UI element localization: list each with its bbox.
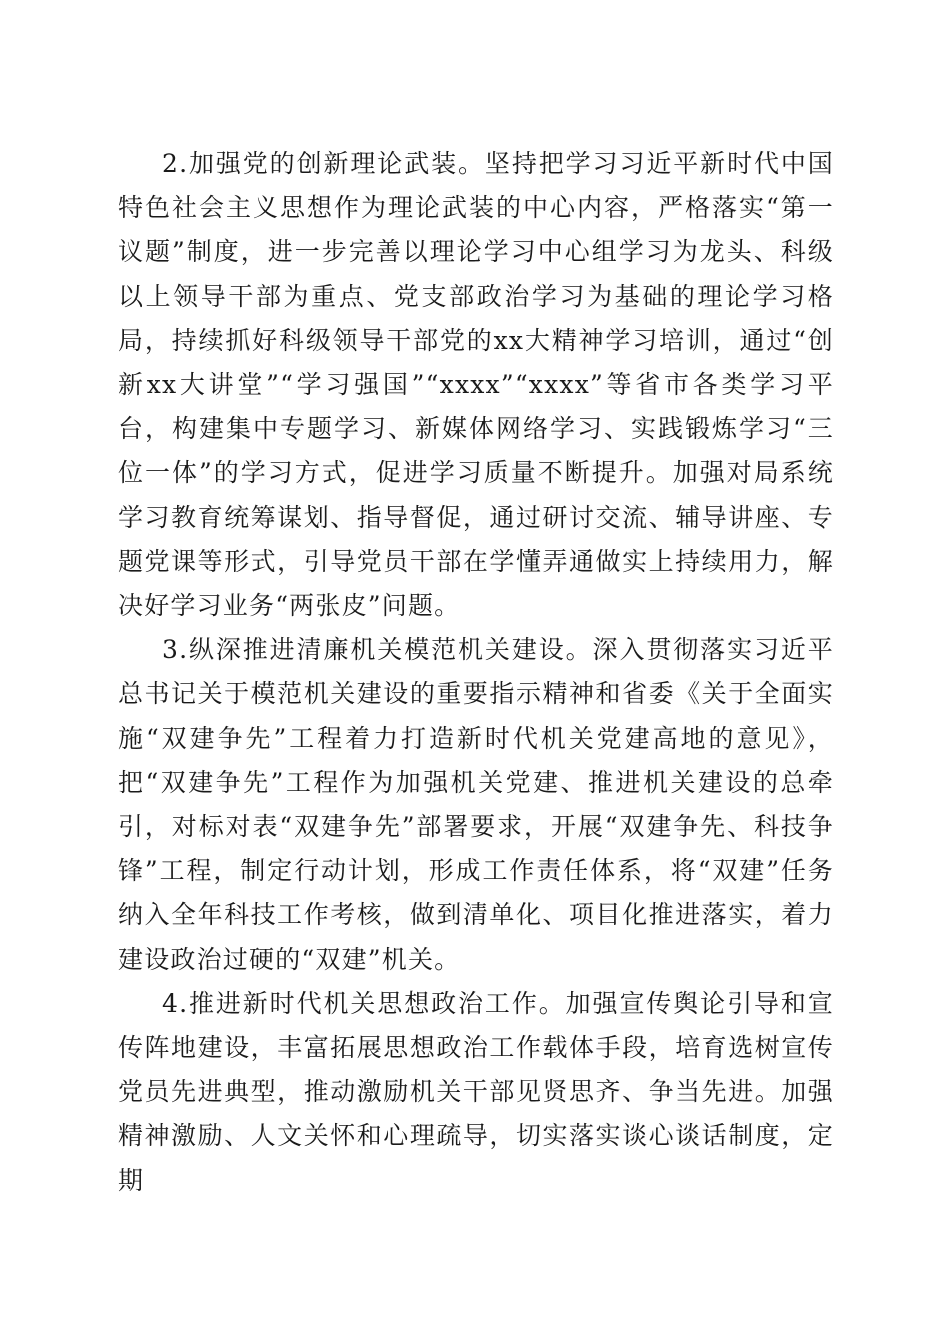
document-body bbox=[118, 142, 834, 1203]
paragraph-2: 2.加强党的创新理论武装。坚持把学习习近平新时代中国特色社会主义思想作为理论武装的中心内容，严格落实“第一议题”制度，进一步完善以理论学习中心组学习为龙头、科级以上领导干部为重点、党支部政治学习为基础的理论学习格局，持续抓好科级领导干部党的xx大精神学习培训，通过“创新xx大讲堂”“学习强国”“xxxx”“xxxx”等省市各类学习平台，构建集中专题学习、新媒体网络学习、实践锻炼学习“三位一体”的学习方式，促进学习质量不断提升。加强对局系统学习教育统筹谋划、指导督促，通过研讨交流、辅导讲座、专题党课等形式，引导党员干部在学懂弄通做实上持续用力，解决好学习业务“两张皮”问题。 bbox=[118, 149, 834, 621]
paragraph-3: 3.纵深推进清廉机关模范机关建设。深入贯彻落实习近平总书记关于模范机关建设的重要指示精神和省委《关于全面实施“双建争先”工程着力打造新时代机关党建高地的意见》，把“双建争先”工程作为加强机关党建、推进机关建设的总牵引，对标对表“双建争先”部署要求，开展“双建争先、科技争锋”工程，制定行动计划，形成工作责任体系，将“双建”任务纳入全年科技工作考核，做到清单化、项目化推进落实，着力建设政治过硬的“双建”机关。 bbox=[118, 635, 834, 974]
paragraph-4: 4.推进新时代机关思想政治工作。加强宣传舆论引导和宣传阵地建设，丰富拓展思想政治工作载体手段，培育选树宣传党员先进典型，推动激励机关干部见贤思齐、争当先进。加强精神激励、人文关怀和心理疏导，切实落实谈心谈话制度，定期 bbox=[118, 988, 834, 1195]
